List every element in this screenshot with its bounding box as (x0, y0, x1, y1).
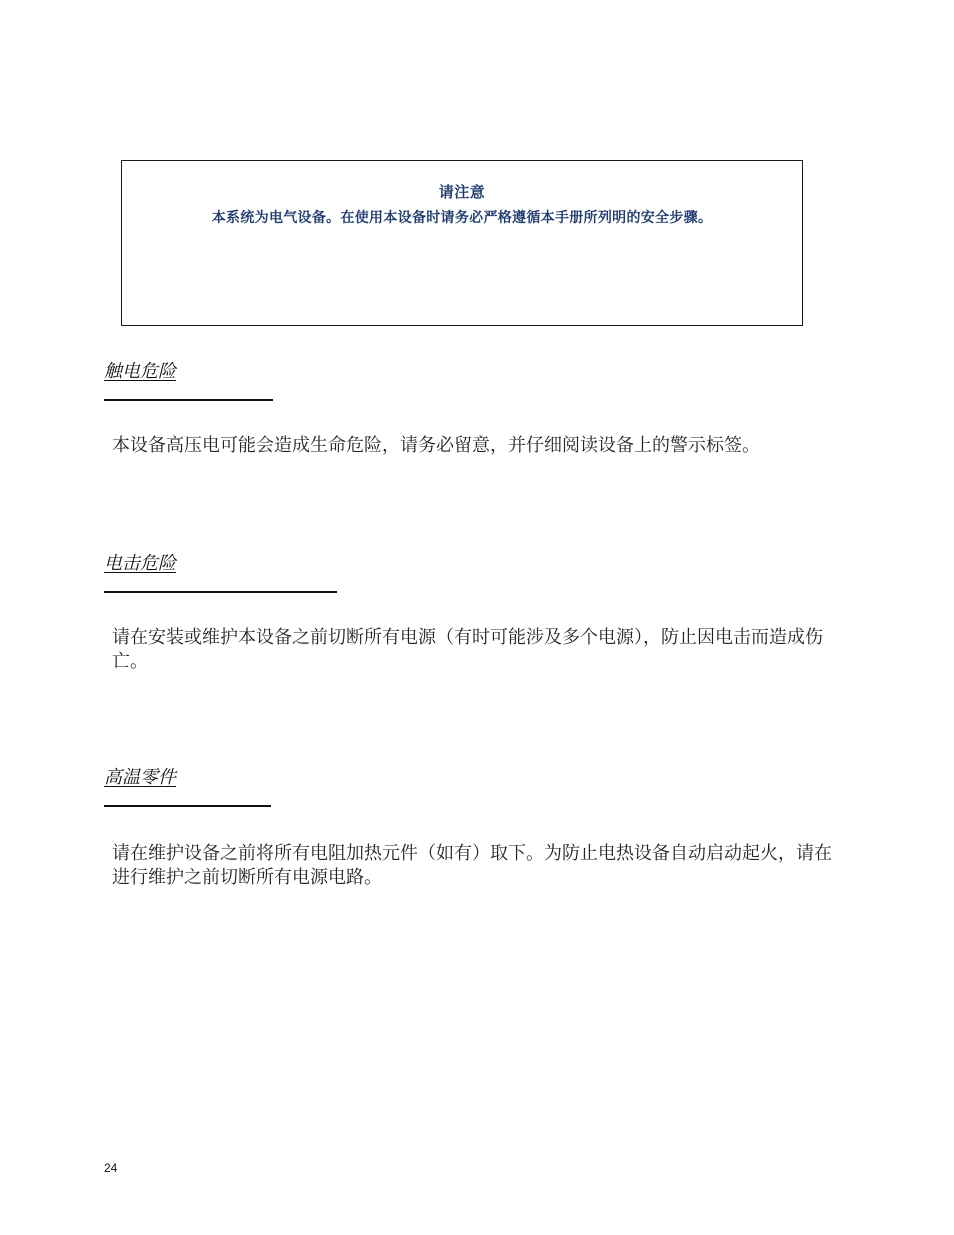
notice-box (121, 160, 803, 326)
section-text-hot-parts: 请在维护设备之前将所有电阻加热元件（如有）取下。为防止电热设备自动启动起火，请在进行维护之前切断所有电源电路。 (112, 843, 832, 888)
notice-body: 本系统为电气设备。在使用本设备时请务必严格遵循本手册所列明的安全步骤。 (211, 210, 713, 226)
page-number: 24 (104, 1161, 118, 1175)
section-heading-hot-parts: 高温零件 (104, 767, 176, 788)
section-text-electrocution: 请在安装或维护本设备之前切断所有电源（有时可能涉及多个电源），防止因电击而造成伤亡。 (112, 627, 823, 672)
section-text-electric-shock: 本设备高压电可能会造成生命危险，请务必留意，并仔细阅读设备上的警示标签。 (112, 435, 760, 456)
section-heading-electric-shock: 触电危险 (104, 361, 176, 382)
section-rule (104, 399, 273, 401)
notice-title: 请注意 (438, 183, 486, 201)
section-heading-electrocution: 电击危险 (104, 553, 176, 574)
section-rule (104, 591, 337, 593)
section-rule (104, 805, 271, 807)
